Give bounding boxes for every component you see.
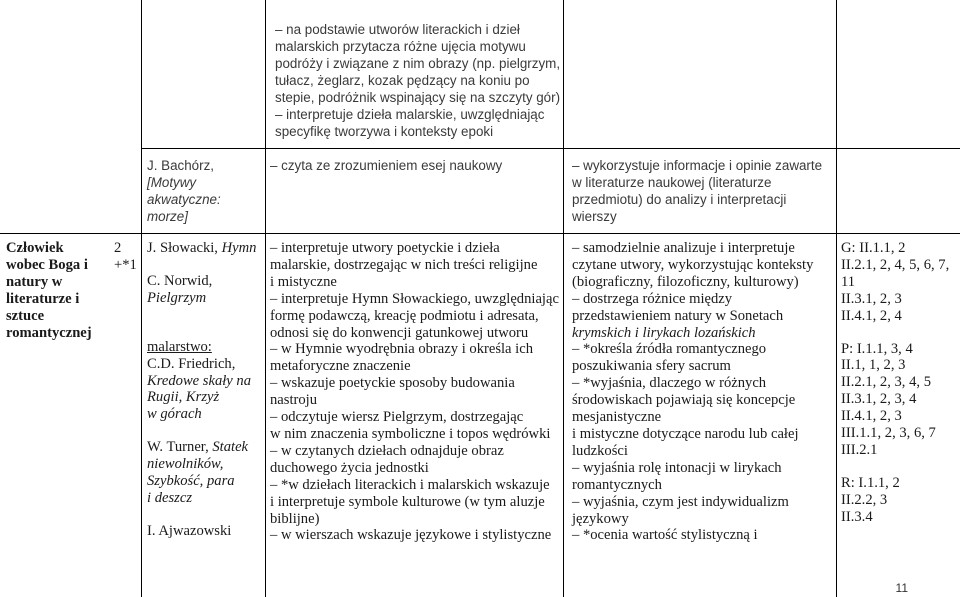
extended-line: wierszy: [572, 209, 617, 224]
extended-line: – *ocenia wartość stylistyczną i: [572, 527, 758, 544]
work-title-line: akwatyczne:: [147, 192, 221, 207]
content-line: podróży i związane z nim obrazy (np. pielgrzym,: [275, 56, 561, 71]
content-line: – na podstawie utworów literackich i dzieł: [275, 22, 520, 37]
extended-line: przedstawieniem natury w Sonetach: [572, 307, 784, 324]
extended-line: – *wyjaśnia, dlaczego w różnych: [572, 375, 767, 392]
code-line: II.2.1, 2, 4, 5, 6, 7,: [841, 256, 950, 273]
hours-extra: +*1: [114, 256, 137, 273]
bachorz-works-cell: [147, 157, 262, 225]
code-line: III.1.1, 2, 3, 6, 7: [841, 425, 936, 442]
work-friedrich-title: Rugii, Krzyż: [147, 389, 220, 406]
extended-line: romantycznych: [572, 476, 662, 493]
main-extended-cell: [572, 240, 834, 544]
content-line: – interpretuje dzieła malarskie, uwzględniając: [275, 107, 545, 122]
content-line: formę podawczą, kreację podmiotu i adresata,: [270, 307, 539, 324]
work-turner-title: niewolników,: [147, 456, 224, 473]
content-line: odnosi się do konwencji gatunkowej utworu: [270, 324, 529, 341]
content-line: w nim znaczenia symboliczne i topos wędrówki: [270, 425, 551, 442]
border-worklist-left: [141, 0, 142, 597]
work-turner: W. Turner, Statek: [147, 439, 249, 456]
border-content-left: [265, 0, 266, 597]
code-line: R: I.1.1, 2: [841, 474, 900, 491]
extended-line: poszukiwania sfery sacrum: [572, 358, 731, 375]
extended-line: – dostrzega różnice między: [572, 290, 733, 307]
extended-line: krymskich i lirykach lozańskich: [572, 324, 756, 341]
extended-line: – *określa źródła romantycznego: [572, 341, 767, 358]
work-friedrich-title: w górach: [147, 406, 202, 423]
border-codes-left: [836, 0, 837, 597]
work-norwid-author: C. Norwid,: [147, 272, 213, 289]
painting-label: malarstwo:: [147, 338, 212, 355]
hours-base: 2: [114, 240, 122, 256]
content-line: metaforyczne znaczenie: [270, 358, 411, 375]
codes-cell: [841, 240, 959, 526]
border-row-main: [0, 233, 960, 234]
content-line: – w Hymnie wyodrębnia obrazy i określa ich: [270, 341, 534, 358]
extended-line: środowiskach pojawiają się koncepcje: [572, 392, 796, 409]
extended-line: mesjanistyczne: [572, 409, 662, 426]
border-extended-left: [563, 0, 564, 597]
work-norwid-title: Pielgrzym: [147, 289, 207, 306]
work-friedrich-author: C.D. Friedrich,: [147, 355, 236, 372]
content-line: – czyta ze zrozumieniem esej naukowy: [270, 158, 503, 173]
extended-line: – wyjaśnia, czym jest indywidualizm: [572, 493, 789, 510]
border-row-top: [141, 148, 960, 149]
content-line: – w czytanych dziełach odnajduje obraz: [270, 442, 504, 459]
work-ajwazowski: I. Ajwazowski: [147, 522, 232, 539]
content-line: i interpretuje symbole kulturowe (w tym aluzje: [270, 493, 545, 510]
work-turner-title: i deszcz: [147, 489, 192, 506]
content-line: duchowego życia jednostki: [270, 459, 429, 476]
content-line: nastroju: [270, 392, 318, 409]
extended-line: – wykorzystuje informacje i opinie zawarte: [572, 158, 823, 173]
work-turner-title: Szybkość, para: [147, 473, 235, 490]
content-line: – interpretuje Hymn Słowackiego, uwzględniając: [270, 290, 559, 307]
work-slowacki: J. Słowacki, Hymn: [147, 240, 257, 256]
topic-line: wobec Boga i: [6, 256, 88, 273]
extended-line: czytane utwory, wykorzystując konteksty: [572, 256, 814, 273]
extended-line: i mistyczne dotyczące narodu lub całej: [572, 425, 799, 442]
content-line: – interpretuje utwory poetyckie i dzieła: [270, 240, 500, 256]
code-line: II.3.1, 2, 3, 4: [841, 391, 917, 408]
extended-line: w literaturze naukowej (literaturze: [572, 175, 772, 190]
code-line: III.2.1: [841, 441, 878, 458]
content-line: – *w dziełach literackich i malarskich wskazuje: [270, 476, 550, 493]
extended-line: ludzkości: [572, 442, 628, 459]
code-line: P: I.1.1, 3, 4: [841, 340, 913, 357]
content-line: – wskazuje poetyckie sposoby budowania: [270, 375, 515, 392]
content-line: tułacz, żeglarz, kozak pędzący na koniu po: [275, 73, 530, 88]
bachorz-extended-cell: [572, 157, 834, 225]
code-line: II.4.1, 2, 3: [841, 408, 902, 425]
work-author: J. Bachórz,: [147, 158, 214, 173]
topic-line: sztuce: [6, 307, 45, 324]
work-friedrich-title: Kredowe skały na: [147, 372, 252, 389]
code-line: II.2.2, 3: [841, 491, 888, 508]
code-line: II.1, 1, 2, 3: [841, 357, 906, 374]
content-line: i mistyczne: [270, 273, 337, 290]
extended-line: przedmiotu) do analizy i interpretacji: [572, 192, 787, 207]
works-cell: [147, 240, 265, 540]
work-title-line: [Motywy: [147, 175, 197, 190]
work-title-line: morze]: [147, 209, 188, 224]
content-line: malarskie, dostrzegając w nich treści religijne: [270, 256, 538, 273]
code-line: II.2.1, 2, 3, 4, 5: [841, 374, 931, 391]
extended-line: językowy: [572, 510, 629, 527]
topic-cell: [6, 240, 111, 341]
code-line: G: II.1.1, 2: [841, 240, 906, 256]
code-line: II.4.1, 2, 4: [841, 307, 902, 324]
content-line: specyfikę tworzywa i konteksty epoki: [275, 124, 494, 139]
topic-line: romantycznej: [6, 324, 92, 341]
extended-line: – wyjaśnia rolę intonacji w lirykach: [572, 459, 782, 476]
extended-line: – samodzielnie analizuje i interpretuje: [572, 240, 795, 256]
topic-line: literaturze i: [6, 290, 80, 307]
code-line: 11: [841, 273, 856, 290]
content-line: – w wierszach wskazuje językowe i stylistyczne: [270, 527, 552, 544]
hours-cell: [114, 240, 140, 274]
code-line: II.3.1, 2, 3: [841, 290, 902, 307]
main-content-cell: [270, 240, 562, 544]
content-line: – odczytuje wiersz Pielgrzym, dostrzegając: [270, 409, 524, 426]
top-content-cell: [275, 21, 560, 140]
code-line: II.3.4: [841, 508, 873, 525]
content-line: malarskich przytacza różne ujęcia motywu: [275, 39, 526, 54]
content-line: biblijne): [270, 510, 320, 527]
content-line: stepie, podróżnik wspinający się na szczyty gór): [275, 90, 561, 105]
page-number: 11: [895, 581, 908, 595]
topic-line: Człowiek: [6, 240, 64, 256]
extended-line: (biograficzny, filozoficzny, kulturowy): [572, 273, 799, 290]
topic-line: natury w: [6, 273, 63, 290]
bachorz-content-cell: [270, 157, 560, 174]
